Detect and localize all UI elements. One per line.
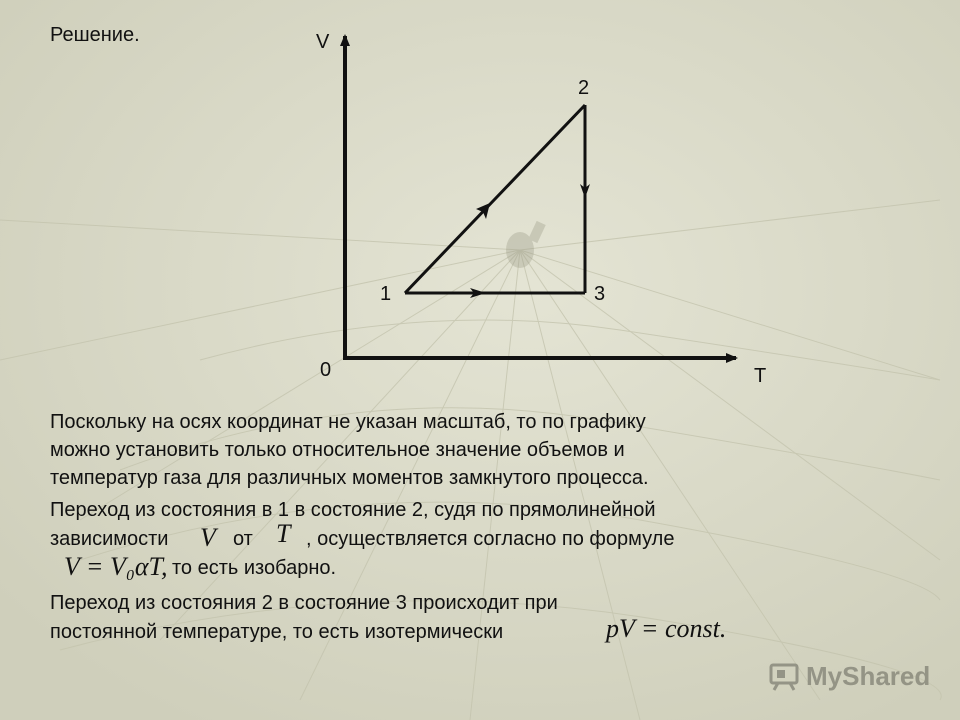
point-1-label: 1 (380, 283, 392, 305)
origin-label: 0 (320, 359, 332, 381)
process-1-2 (405, 105, 585, 293)
paragraph3-line2: постоянной температуре, то есть изотермически (50, 621, 504, 643)
axis-t-label: T (754, 365, 767, 387)
formula-isothermal: pV = const. (606, 614, 727, 643)
paragraph1-line2: можно установить только относительное значение объемов и (50, 439, 625, 461)
solution-heading: Решение. (50, 24, 140, 46)
paragraph2-line3: то есть изобарно. (172, 557, 337, 579)
paragraph2-line2-part1: зависимости (50, 528, 169, 550)
point-2-label: 2 (578, 77, 590, 99)
myshared-watermark (768, 656, 930, 696)
paragraph1-line3: температур газа для различных моментов замкнутого процесса. (50, 467, 649, 489)
point-3-label: 3 (594, 283, 606, 305)
paragraph1-line1: Поскольку на осях координат не указан масштаб, то по графику (50, 411, 646, 433)
axis-v-label: V (316, 31, 330, 53)
watermark-text: MyShared (806, 660, 931, 691)
paragraph2-line2-part2: от (233, 528, 253, 550)
formula-isobaric: V = V₀αT, (64, 552, 168, 581)
paragraph3-line1: Переход из состояния 2 в состояние 3 происходит при (50, 592, 558, 614)
variable-t: T (276, 519, 291, 548)
paragraph2-line1: Переход из состояния в 1 в состояние 2, судя по прямолинейной (50, 499, 656, 521)
paragraph2-line2-part3: , осуществляется согласно по формуле (306, 528, 675, 550)
projector-icon (768, 660, 800, 692)
variable-v: V (200, 523, 216, 552)
